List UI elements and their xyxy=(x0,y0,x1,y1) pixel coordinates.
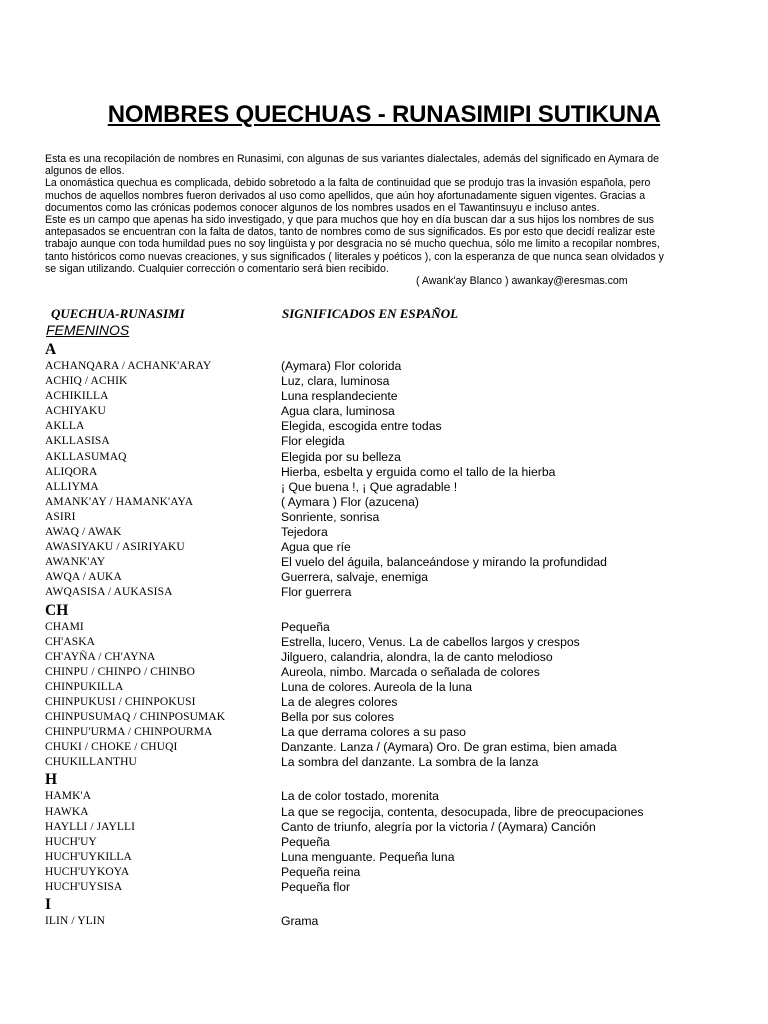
quechua-name: ACHIYAKU xyxy=(45,405,106,418)
name-entry-row xyxy=(45,755,745,770)
spanish-meaning: Luna de colores. Aureola de la luna xyxy=(281,679,473,694)
spanish-meaning: Agua que ríe xyxy=(281,540,351,555)
spanish-meaning: La sombra del danzante. La sombra de la lanza xyxy=(281,755,539,770)
name-entry-row xyxy=(45,374,745,389)
quechua-name: HUCH'UY xyxy=(45,835,97,848)
spanish-meaning: Tejedora xyxy=(281,525,328,540)
spanish-meaning: Flor elegida xyxy=(281,434,345,449)
spanish-meaning: Pequeña xyxy=(281,834,330,849)
quechua-name: CHINPU / CHINPO / CHINBO xyxy=(45,665,195,678)
quechua-name: AWASIYAKU / ASIRIYAKU xyxy=(45,541,185,554)
spanish-meaning: Hierba, esbelta y erguida como el tallo de la hierba xyxy=(281,464,556,479)
quechua-name: AWAQ / AWAK xyxy=(45,526,122,539)
quechua-name: AKLLASISA xyxy=(45,435,110,448)
name-entry-row xyxy=(45,419,745,434)
quechua-name: CHAMI xyxy=(45,620,84,633)
name-entry-row xyxy=(45,555,745,570)
spanish-meaning: Bella por sus colores xyxy=(281,710,395,725)
spanish-meaning: Guerrera, salvaje, enemiga xyxy=(281,570,428,585)
name-entry-row xyxy=(45,359,745,374)
spanish-meaning: Luz, clara, luminosa xyxy=(281,374,390,389)
quechua-name: ILIN / YLIN xyxy=(45,915,106,928)
letter-heading: A xyxy=(45,341,57,358)
spanish-meaning: Jilguero, calandria, alondra, la de canto melodioso xyxy=(281,649,553,664)
quechua-name: CHINPUSUMAQ / CHINPOSUMAK xyxy=(45,711,226,724)
name-entry-row xyxy=(45,635,745,650)
spanish-meaning: Flor guerrera xyxy=(281,585,352,600)
quechua-name: AWANK'AY xyxy=(45,556,106,569)
name-entry-row xyxy=(45,665,745,680)
name-entry-row xyxy=(45,620,745,635)
spanish-meaning: (Aymara) Flor colorida xyxy=(281,359,402,373)
intro-paragraph xyxy=(45,153,725,287)
name-entry-row xyxy=(45,450,745,465)
name-entry-row xyxy=(45,680,745,695)
quechua-name: CHINPU'URMA / CHINPOURMA xyxy=(45,726,213,739)
intro-line: antepasados se encuentran con la falta de datos, tanto de nombres como de sus significados. Es por esto que decidí realizar este xyxy=(45,226,656,239)
column-header-spanish: SIGNIFICADOS EN ESPAÑOL xyxy=(282,306,459,321)
name-entry-row xyxy=(45,880,745,895)
quechua-name: ALLIYMA xyxy=(45,480,99,493)
quechua-name: AKLLA xyxy=(45,420,85,433)
spanish-meaning: Aureola, nimbo. Marcada o señalada de colores xyxy=(281,664,540,679)
quechua-name: HUCH'UYKILLA xyxy=(45,850,132,863)
name-entry-row xyxy=(45,740,745,755)
quechua-name: CHUKI / CHOKE / CHUQI xyxy=(45,741,178,754)
name-entry-row xyxy=(45,570,745,585)
spanish-meaning: Elegida por su belleza xyxy=(281,449,401,464)
intro-line: trabajo aunque con toda humildad pues no soy lingüista y por desgracia no sé mucho quechua, sólo me limito a recopilar nombres, xyxy=(45,238,660,251)
author-signature: ( Awank'ay Blanco ) awankay@eresmas.com xyxy=(416,275,628,288)
name-entry-row xyxy=(45,465,745,480)
name-entry-row xyxy=(45,434,745,449)
quechua-name: AWQASISA / AUKASISA xyxy=(45,586,173,599)
name-entry-row xyxy=(45,585,745,600)
name-entry-row xyxy=(45,540,745,555)
section-label-femeninos: FEMENINOS xyxy=(46,322,130,338)
spanish-meaning: Estrella, lucero, Venus. La de cabellos largos y crespos xyxy=(281,634,580,649)
intro-line: La onomástica quechua es complicada, debido sobretodo a la falta de continuidad que se produjo tras la invasión española, pero xyxy=(45,177,651,190)
names-list xyxy=(45,340,745,929)
intro-line: muchos de aquellos nombres fueron derivados al uso como apellidos, que aún hoy afortunadamente siguen vigentes. Gracias a xyxy=(45,189,646,202)
spanish-meaning: Pequeña reina xyxy=(281,864,361,879)
name-entry-row xyxy=(45,695,745,710)
quechua-name: HAMK'A xyxy=(45,790,92,803)
spanish-meaning: La que derrama colores a su paso xyxy=(281,725,466,740)
letter-heading: I xyxy=(45,896,52,914)
name-entry-row xyxy=(45,495,745,510)
spanish-meaning: Grama xyxy=(281,914,319,929)
spanish-meaning: La de color tostado, morenita xyxy=(281,789,439,804)
spanish-meaning: La de alegres colores xyxy=(281,694,398,709)
name-entry-row xyxy=(45,725,745,740)
quechua-name: HAYLLI / JAYLLI xyxy=(45,820,136,833)
spanish-meaning: Luna menguante. Pequeña luna xyxy=(281,849,455,864)
spanish-meaning: Canto de triunfo, alegría por la victoria / (Aymara) Canción xyxy=(281,819,596,834)
name-entry-row xyxy=(45,789,745,804)
spanish-meaning: Elegida, escogida entre todas xyxy=(281,419,442,434)
quechua-name: HAWKA xyxy=(45,805,89,818)
name-entry-row xyxy=(45,865,745,880)
quechua-name: ASIRI xyxy=(45,510,76,523)
spanish-meaning: La que se regocija, contenta, desocupada, libre de preocupaciones xyxy=(281,804,644,819)
spanish-meaning: Luna resplandeciente xyxy=(281,389,398,404)
spanish-meaning: Agua clara, luminosa xyxy=(281,404,395,419)
intro-line: tanto históricos como nuevas creaciones, y sus significados ( literales y poéticos ), con la esperanza de que nunca sean olvidados y xyxy=(45,250,664,263)
quechua-name: HUCH'UYKOYA xyxy=(45,865,130,878)
name-entry-row xyxy=(45,389,745,404)
quechua-name: AMANK'AY / HAMANK'AYA xyxy=(45,495,194,508)
name-entry-row xyxy=(45,650,745,665)
quechua-name: ACHIKILLA xyxy=(45,390,109,403)
name-entry-row xyxy=(45,480,745,495)
spanish-meaning: El vuelo del águila, balanceándose y mirando la profundidad xyxy=(281,555,607,570)
name-entry-row xyxy=(45,710,745,725)
name-entry-row xyxy=(45,835,745,850)
intro-line: algunos de ellos. xyxy=(45,165,125,178)
intro-line: documentos como las crónicas podemos conocer algunos de los nombres usados en el Tawantinsuyu e incluso antes. xyxy=(45,201,600,214)
column-header-quechua: QUECHUA-RUNASIMI xyxy=(51,306,185,321)
name-entry-row xyxy=(45,914,745,929)
name-entry-row xyxy=(45,805,745,820)
quechua-name: CHUKILLANTHU xyxy=(45,756,137,769)
letter-heading: CH xyxy=(45,601,69,619)
quechua-name: CH'AYÑA / CH'AYNA xyxy=(45,650,156,663)
intro-line: se sigan utilizando. Cualquier corrección o comentario será bien recibido. xyxy=(45,262,389,275)
name-entry-row xyxy=(45,820,745,835)
spanish-meaning: Pequeña flor xyxy=(281,880,351,894)
letter-heading: H xyxy=(45,771,58,789)
quechua-name: ALIQORA xyxy=(45,465,98,478)
intro-line: Esta es una recopilación de nombres en Runasimi, con algunas de sus variantes dialectales, además del significado en Aymara de xyxy=(45,153,660,165)
intro-line: Este es un campo que apenas ha sido investigado, y que para muchos que hoy en día buscan dar a sus hijos los nombres de sus xyxy=(45,214,654,227)
spanish-meaning: ( Aymara ) Flor (azucena) xyxy=(281,494,419,509)
name-entry-row xyxy=(45,850,745,865)
quechua-name: CH'ASKA xyxy=(45,635,96,648)
name-entry-row xyxy=(45,510,745,525)
spanish-meaning: ¡ Que buena !, ¡ Que agradable ! xyxy=(281,479,458,494)
quechua-name: ACHANQARA / ACHANK'ARAY xyxy=(45,360,212,372)
name-entry-row xyxy=(45,525,745,540)
quechua-name: ACHIQ / ACHIK xyxy=(45,375,128,388)
quechua-name: AKLLASUMAQ xyxy=(45,450,127,463)
spanish-meaning: Sonriente, sonrisa xyxy=(281,509,380,524)
quechua-name: CHINPUKILLA xyxy=(45,680,124,693)
quechua-name: AWQA / AUKA xyxy=(45,571,122,584)
page-title: NOMBRES QUECHUAS - RUNASIMIPI SUTIKUNA xyxy=(107,101,661,128)
quechua-name: HUCH'UYSISA xyxy=(45,881,123,893)
spanish-meaning: Danzante. Lanza / (Aymara) Oro. De gran estima, bien amada xyxy=(281,740,617,755)
name-entry-row xyxy=(45,404,745,419)
spanish-meaning: Pequeña xyxy=(281,619,330,634)
quechua-name: CHINPUKUSI / CHINPOKUSI xyxy=(45,695,196,708)
